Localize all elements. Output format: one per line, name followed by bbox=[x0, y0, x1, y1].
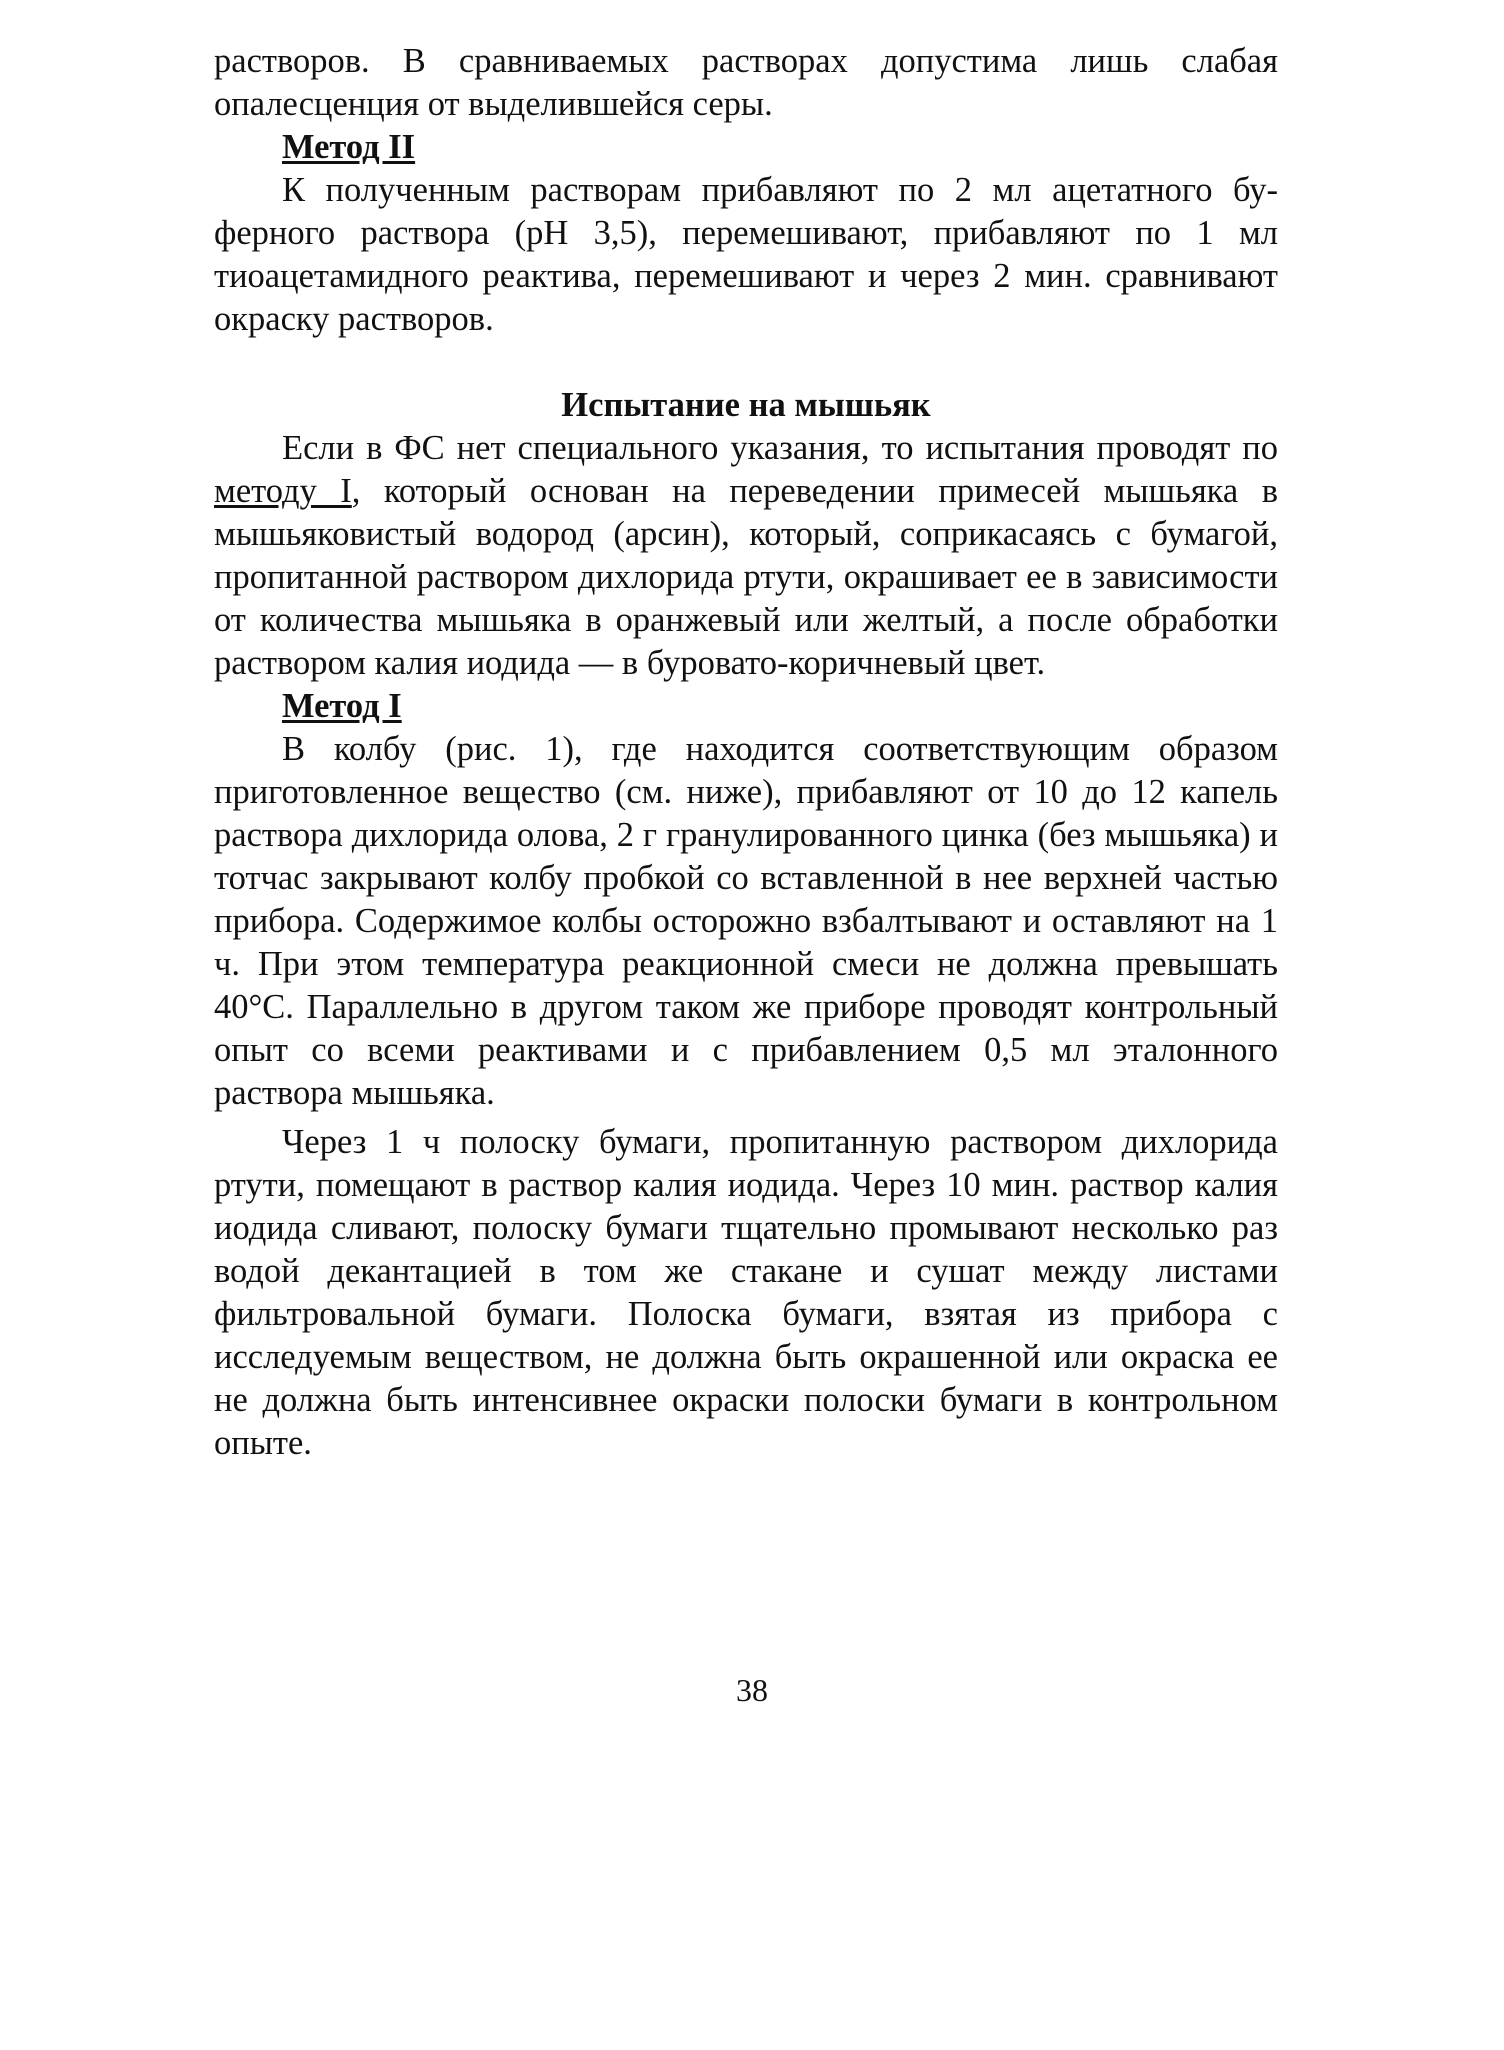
section-spacer bbox=[214, 341, 1278, 384]
method-1-paragraph-2: Через 1 ч полоску бумаги, пропитанную раствором дихлорида ртути, помещают в раствор калия иодида. Через 10 мин. раствор калия иодида сливают, полоску бумаги тщательно промывают несколько раз водой декантацией в том же стакане и сушат между листами фильтровальной бумаги. Полоска бумаги, взятая из прибора с исследуемым веществом, не должна быть окрашенной или окраска ее не должна быть интенсивнее окраски полоски бумаги в контрольном опыте. bbox=[214, 1123, 1278, 1462]
arsenic-test-paragraph bbox=[214, 427, 1278, 685]
arsenic-text-before-link: Если в ФС нет специального указания, то испытания проводят по bbox=[282, 429, 1278, 467]
arsenic-text-after-link: , который основан на переведении примесей мышьяка в мышьяковистый водород (арсин), который, соприкасаясь с бумагой, пропитанной раствором дихлорида ртути, окрашивает ее в зависимости от количества мышьяка в оранжевый или желтый, а после обработки раствором калия иодида — в буровато-коричневый цвет. bbox=[214, 472, 1278, 682]
method-1-paragraph-1: В колбу (рис. 1), где находится соответствующим образом приготовленное вещество (см. ниже), прибавляют от 10 до 12 капель раствора дихлорида олова, 2 г гранулированного цинка (без мышьяка) и тотчас закрывают колбу пробкой со вставленной в нее верхней частью прибора. Содержимое колбы осторожно взбалтывают и оставляют на 1 ч. При этом температура реакционной смеси не должна превышать 40°С. Параллельно в другом таком же приборе проводят контрольный опыт со всеми реактивами и с прибавлением 0,5 мл эталонного раствора мышьяка. bbox=[214, 730, 1278, 1112]
method-1-reference-link[interactable]: методу I bbox=[214, 472, 352, 510]
method-2-paragraph: К полученным растворам прибавляют по 2 мл ацетатного буферного раствора (рН 3,5), перемешивают, прибавляют по 1 мл тиоацетамидного реактива, перемешивают и через 2 мин. сравнивают окраску растворов. bbox=[214, 171, 1278, 338]
arsenic-test-heading: Испытание на мышьяк bbox=[561, 386, 931, 424]
method-2-heading: Метод II bbox=[282, 128, 416, 166]
document-page bbox=[214, 40, 1278, 1465]
intro-paragraph: растворов. В сравниваемых растворах допустима лишь слабая опалесценция от выделившейся серы. bbox=[214, 42, 1278, 123]
page-number: 38 bbox=[736, 1672, 768, 1708]
method-1-heading: Метод I bbox=[282, 687, 402, 725]
